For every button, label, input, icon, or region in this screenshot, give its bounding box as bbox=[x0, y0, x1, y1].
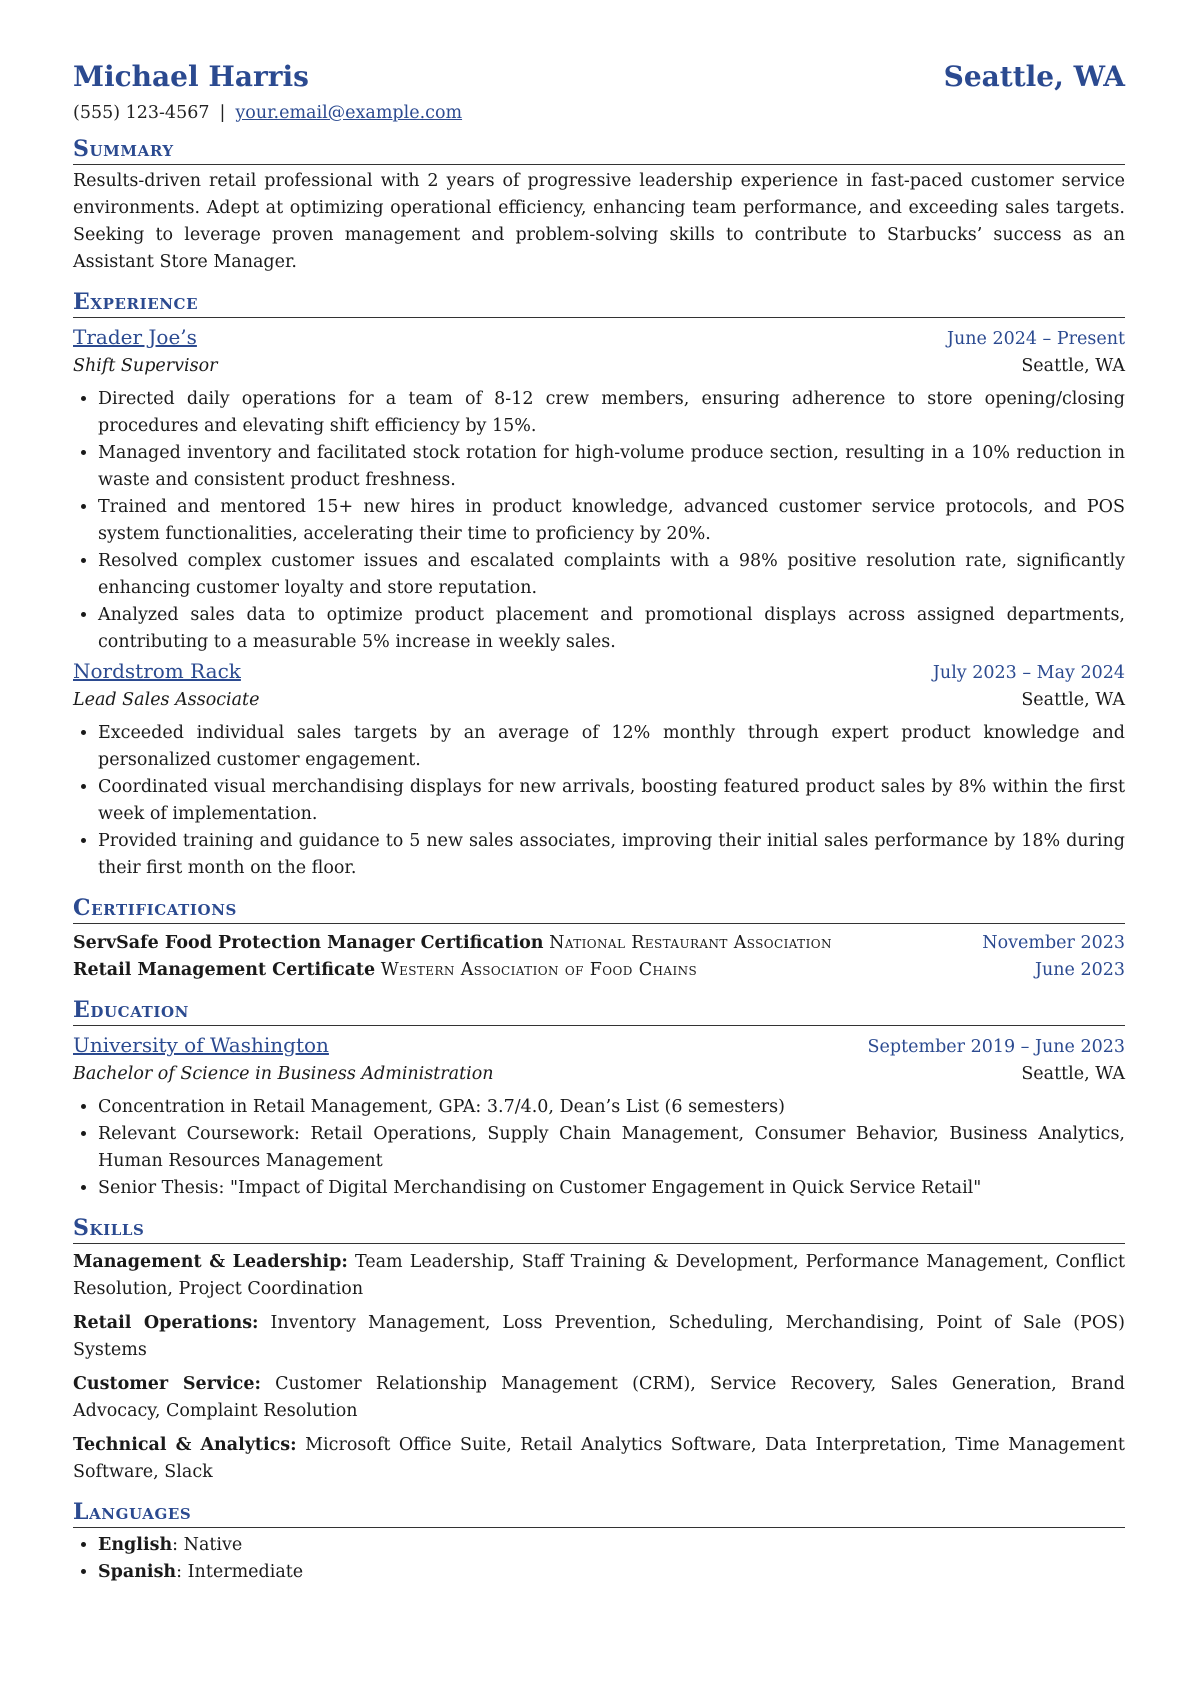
list-item: • Exceeded individual sales targets by an average of 12% monthly through expert product knowledge and personalized customer engagement. bbox=[98, 720, 1125, 774]
language-item bbox=[98, 1532, 1125, 1559]
certification-issuer: National Restaurant Association bbox=[549, 933, 832, 953]
list-item: • Senior Thesis: "Impact of Digital Merchandising on Customer Engagement in Quick Service Retail" bbox=[98, 1175, 1125, 1202]
school-link[interactable]: University of Washington bbox=[73, 1033, 329, 1057]
language-item bbox=[98, 1559, 1125, 1586]
degree-name: Bachelor of Science in Business Administration bbox=[73, 1064, 494, 1084]
list-item: • Analyzed sales data to optimize product placement and promotional displays across assigned departments, contributing to a measurable 5% increase in weekly sales. bbox=[98, 602, 1125, 656]
skill-group bbox=[73, 1432, 1125, 1486]
certification-row bbox=[73, 957, 1125, 984]
employer-link[interactable]: Nordstrom Rack bbox=[73, 659, 241, 683]
candidate-location: Seattle, WA bbox=[943, 60, 1125, 93]
language-name: English bbox=[98, 1535, 173, 1555]
skill-group bbox=[73, 1249, 1125, 1303]
job-location: Seattle, WA bbox=[1021, 690, 1125, 710]
education-entry bbox=[73, 1032, 1125, 1202]
job-bullets bbox=[73, 386, 1125, 656]
list-item: • Trained and mentored 15+ new hires in product knowledge, advanced customer service protocols, and POS system functionalities, accelerating their time to proficiency by 20%. bbox=[98, 494, 1125, 548]
skill-group bbox=[73, 1310, 1125, 1364]
email-link[interactable]: your.email@example.com bbox=[235, 103, 463, 123]
skill-group-text: Inventory Management, Loss Prevention, Scheduling, Merchandising, Point of Sale (POS) Systems bbox=[73, 1313, 1125, 1360]
skill-group-text: Customer Relationship Management (CRM), Service Recovery, Sales Generation, Brand Advocacy, Complaint Resolution bbox=[73, 1374, 1126, 1421]
certification-date: June 2023 bbox=[1034, 960, 1125, 980]
list-item: • Coordinated visual merchandising displays for new arrivals, boosting featured product sales by 8% within the first week of implementation. bbox=[98, 774, 1125, 828]
list-item: • Concentration in Retail Management, GPA: 3.7/4.0, Dean’s List (6 semesters) bbox=[98, 1094, 1125, 1121]
job-role: Shift Supervisor bbox=[73, 356, 218, 376]
employer-link[interactable]: Trader Joe’s bbox=[73, 325, 197, 349]
summary-text: Results-driven retail professional with 2 years of progressive leadership experience in fast-paced customer service environments. Adept at optimizing operational efficiency, enhancing team performance, and exceeding sales targets. Seeking to leverage proven management and problem-solving skills to contribute to Starbucks’ success as an Assistant Store Manager. bbox=[73, 171, 1125, 272]
section-title-summary: Summary bbox=[73, 135, 1125, 165]
job-bullets bbox=[73, 720, 1125, 882]
section-title-certifications: Certifications bbox=[73, 894, 1125, 924]
job-entry-trader-joes bbox=[73, 324, 1125, 656]
skill-group-label: Management & Leadership: bbox=[73, 1252, 348, 1272]
language-level: : Intermediate bbox=[176, 1562, 304, 1582]
certification-issuer: Western Association of Food Chains bbox=[380, 960, 698, 980]
job-dates: June 2024 – Present bbox=[946, 329, 1125, 349]
job-dates: July 2023 – May 2024 bbox=[932, 663, 1125, 683]
certification-row bbox=[73, 930, 1125, 957]
phone-number: (555) 123-4567 bbox=[73, 103, 210, 123]
skill-group-text: Microsoft Office Suite, Retail Analytics Software, Data Interpretation, Time Management Software, Slack bbox=[73, 1435, 1125, 1482]
languages-list bbox=[73, 1532, 1125, 1586]
list-item: • Provided training and guidance to 5 new sales associates, improving their initial sales performance by 18% during their first month on the floor. bbox=[98, 828, 1125, 882]
contact-line bbox=[73, 103, 1125, 123]
contact-separator: | bbox=[219, 103, 226, 123]
job-entry-nordstrom-rack bbox=[73, 658, 1125, 882]
skill-group bbox=[73, 1371, 1125, 1425]
resume-page bbox=[73, 60, 1125, 1586]
list-item: • Relevant Coursework: Retail Operations, Supply Chain Management, Consumer Behavior, Business Analytics, Human Resources Management bbox=[98, 1121, 1125, 1175]
language-name: Spanish bbox=[98, 1562, 177, 1582]
section-title-languages: Languages bbox=[73, 1498, 1125, 1528]
skill-group-label: Technical & Analytics: bbox=[73, 1435, 297, 1455]
education-bullets bbox=[73, 1094, 1125, 1202]
skill-group-label: Customer Service: bbox=[73, 1374, 261, 1394]
certification-date: November 2023 bbox=[982, 933, 1125, 953]
school-location: Seattle, WA bbox=[1021, 1064, 1125, 1084]
section-title-skills: Skills bbox=[73, 1214, 1125, 1244]
list-item: • Directed daily operations for a team of 8-12 crew members, ensuring adherence to store opening/closing procedures and elevating shift efficiency by 15%. bbox=[98, 386, 1125, 440]
certification-name: Retail Management Certificate bbox=[73, 960, 376, 980]
job-role: Lead Sales Associate bbox=[73, 690, 260, 710]
candidate-name: Michael Harris bbox=[73, 60, 309, 93]
section-title-experience: Experience bbox=[73, 288, 1125, 318]
certification-name: ServSafe Food Protection Manager Certification bbox=[73, 933, 544, 953]
section-title-education: Education bbox=[73, 996, 1125, 1026]
resume-header bbox=[73, 60, 1125, 93]
language-level: : Native bbox=[172, 1535, 243, 1555]
education-dates: September 2019 – June 2023 bbox=[867, 1037, 1125, 1057]
skill-group-label: Retail Operations: bbox=[73, 1313, 259, 1333]
job-location: Seattle, WA bbox=[1021, 356, 1125, 376]
list-item: • Resolved complex customer issues and escalated complaints with a 98% positive resolution rate, significantly enhancing customer loyalty and store reputation. bbox=[98, 548, 1125, 602]
list-item: • Managed inventory and facilitated stock rotation for high-volume produce section, resulting in a 10% reduction in waste and consistent product freshness. bbox=[98, 440, 1125, 494]
skill-group-text: Team Leadership, Staff Training & Development, Performance Management, Conflict Resolution, Project Coordination bbox=[73, 1252, 1125, 1299]
